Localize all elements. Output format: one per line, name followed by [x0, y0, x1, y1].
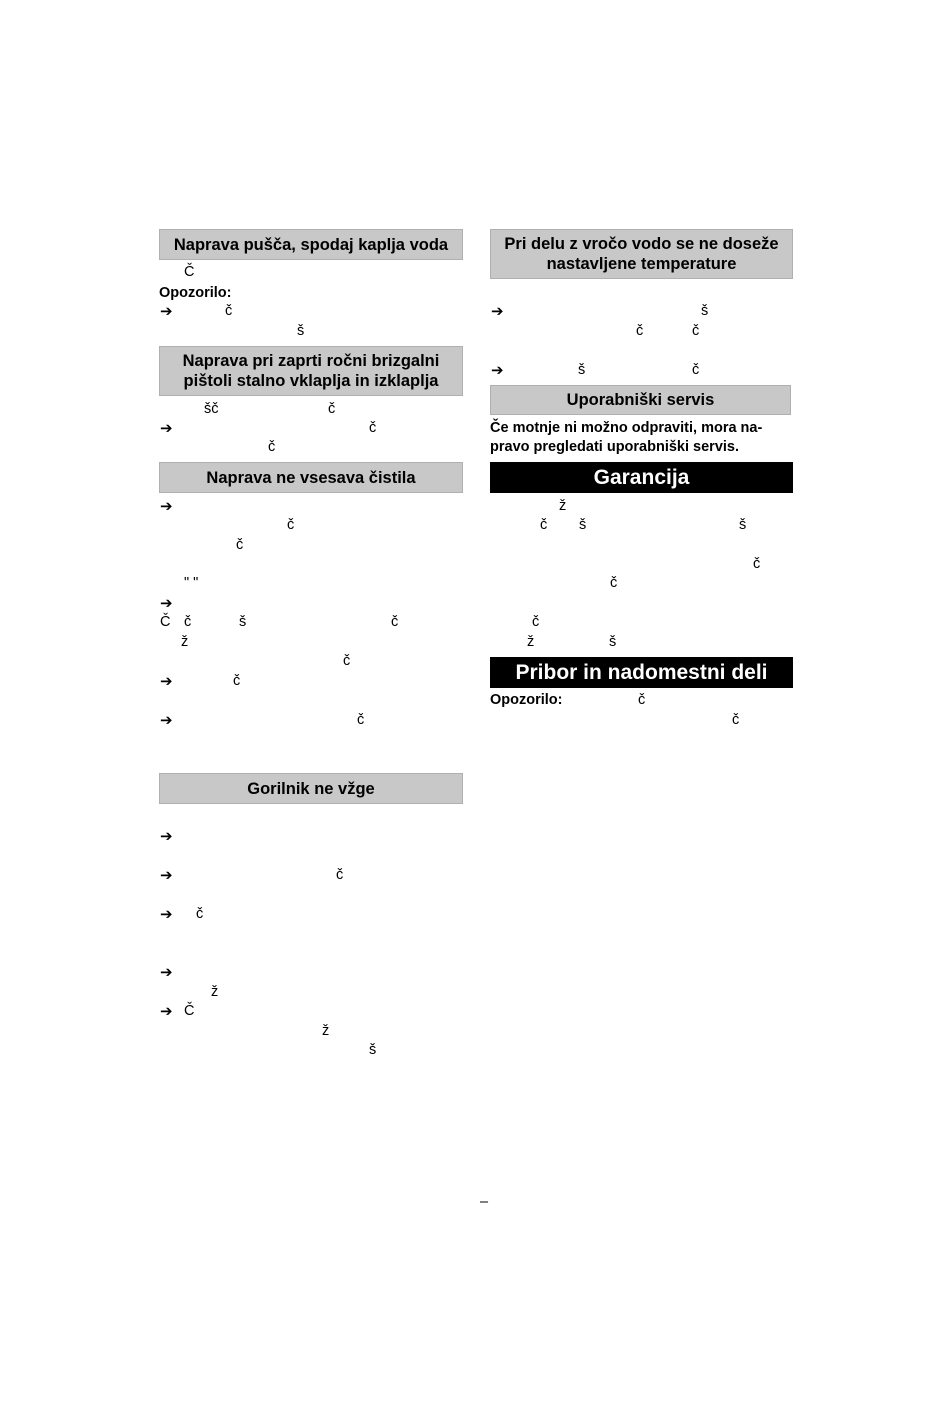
text-fragment: č	[638, 692, 646, 708]
arrow-icon: ➔	[491, 362, 504, 379]
arrow-icon: ➔	[160, 828, 173, 845]
warning-label: Opozorilo:	[490, 692, 563, 708]
text-fragment: š	[369, 1042, 377, 1058]
text-fragment: š	[701, 303, 709, 319]
text-fragment: č	[540, 517, 548, 533]
text-fragment: š	[578, 362, 586, 378]
text-fragment: ž	[559, 498, 567, 514]
text-fragment: ž	[181, 634, 189, 650]
arrow-icon: ➔	[160, 303, 173, 320]
section-header-warranty: Garancija	[490, 462, 793, 493]
text-fragment: š	[739, 517, 747, 533]
text-fragment: č	[225, 303, 233, 319]
section-header-hot-water-temp: Pri delu z vročo vodo se ne doseže nastavljene temperature	[490, 229, 793, 279]
text-fragment: č	[692, 323, 700, 339]
text-fragment: č	[532, 614, 540, 630]
text-fragment: č	[369, 420, 377, 436]
arrow-icon: ➔	[491, 303, 504, 320]
section-header-device-leaks: Naprava pušča, spodaj kaplja voda	[159, 229, 463, 260]
text-fragment: č	[184, 614, 192, 630]
arrow-icon: ➔	[160, 673, 173, 690]
text-fragment: č	[610, 575, 618, 591]
section-header-burner-no-ignite: Gorilnik ne vžge	[159, 773, 463, 804]
text-fragment: ž	[211, 984, 219, 1000]
text-fragment: Č	[160, 614, 171, 630]
warning-label: Opozorilo:	[159, 285, 232, 301]
arrow-icon: ➔	[160, 964, 173, 981]
text-fragment: šč	[204, 401, 219, 417]
text-fragment: č	[233, 673, 241, 689]
text-fragment: ž	[527, 634, 535, 650]
text-fragment: č	[336, 867, 344, 883]
text-fragment: " "	[184, 575, 199, 591]
text-fragment: č	[196, 906, 204, 922]
arrow-icon: ➔	[160, 712, 173, 729]
text-fragment: š	[579, 517, 587, 533]
text-fragment: Č	[184, 1003, 195, 1019]
text-fragment: č	[287, 517, 295, 533]
arrow-icon: ➔	[160, 498, 173, 515]
arrow-icon: ➔	[160, 867, 173, 884]
text-fragment: č	[236, 537, 244, 553]
text-fragment: ž	[322, 1023, 330, 1039]
text-fragment: č	[268, 439, 276, 455]
text-fragment: č	[328, 401, 336, 417]
text-fragment: č	[357, 712, 365, 728]
text-fragment: č	[732, 712, 740, 728]
text-fragment: š	[239, 614, 247, 630]
section-header-no-detergent: Naprava ne vsesava čistila	[159, 462, 463, 493]
text-fragment: č	[391, 614, 399, 630]
section-header-device-cycles: Naprava pri zaprti ročni brizgalni pištoli stalno vklaplja in izklaplja	[159, 346, 463, 396]
customer-service-text: Če motnje ni možno odpraviti, mora na-pravo pregledati uporabniški servis.	[490, 420, 763, 455]
section-header-customer-service: Uporabniški servis	[490, 385, 791, 415]
text-fragment: š	[297, 323, 305, 339]
text-fragment: č	[753, 556, 761, 572]
arrow-icon: ➔	[160, 1003, 173, 1020]
text-fragment: š	[609, 634, 617, 650]
text-fragment: č	[343, 653, 351, 669]
arrow-icon: ➔	[160, 420, 173, 437]
text-fragment: č	[692, 362, 700, 378]
section-header-accessories: Pribor in nadomestni deli	[490, 657, 793, 688]
arrow-icon: ➔	[160, 906, 173, 923]
text-fragment: č	[636, 323, 644, 339]
text-fragment: Č	[184, 264, 195, 280]
page-number-dash: –	[480, 1194, 489, 1210]
arrow-icon: ➔	[160, 595, 173, 612]
